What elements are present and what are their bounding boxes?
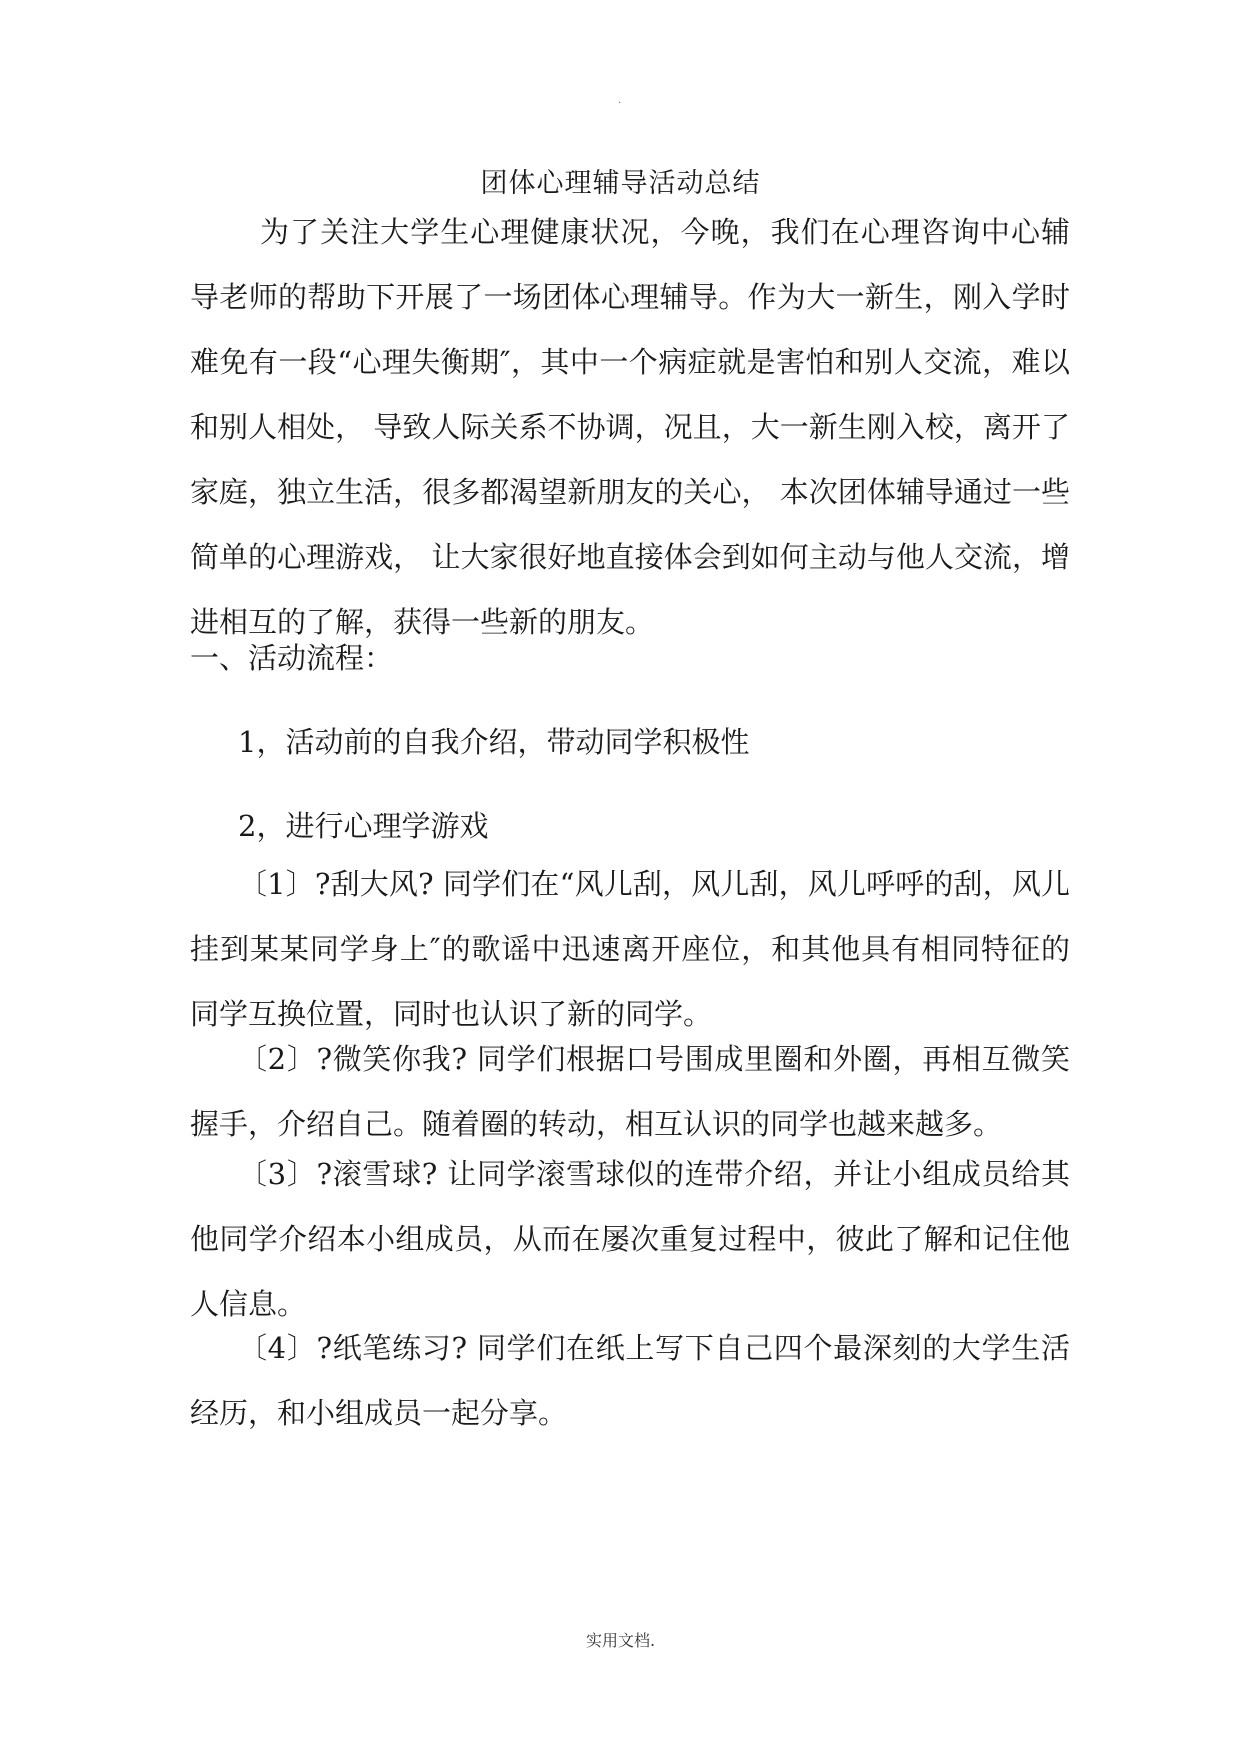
game-item-1: 〔1〕?刮大风? 同学们在“风儿刮，风儿刮，风儿呼呼的刮，风儿挂到某某同学身上″的歌谣中迅速离开座位，和其他具有相同特征的同学互换位置，同时也认识了新的同学。 <box>190 867 1070 1031</box>
step-2: 2，进行心理学游戏 <box>238 809 489 843</box>
game-item-2: 〔2〕?微笑你我? 同学们根据口号围成里圈和外圈，再相互微笑握手，介绍自己。随着圈的转动，相互认识的同学也越来越多。 <box>190 1042 1070 1141</box>
document-title: 团体心理辅导活动总结 <box>480 168 761 199</box>
header-mark: . <box>618 95 622 106</box>
page-footer: 实用文档. <box>585 1631 656 1650</box>
game-item-3: 〔3〕?滚雪球? 让同学滚雪球似的连带介绍，并让小组成员给其他同学介绍本小组成员，从而在屡次重复过程中，彼此了解和记住他人信息。 <box>190 1157 1070 1321</box>
game-item-4: 〔4〕?纸笔练习? 同学们在纸上写下自己四个最深刻的大学生活经历，和小组成员一起分享。 <box>190 1331 1070 1430</box>
intro-paragraph: 为了关注大学生心理健康状况，今晚，我们在心理咨询中心辅导老师的帮助下开展了一场团体心理辅导。作为大一新生，刚入学时难免有一段“心理失衡期″，其中一个病症就是害怕和别人交流，难以和别人相处， 导致人际关系不协调，况且，大一新生刚入校，离开了家庭，独立生活，很多都渴望新朋友的关心， 本次团体辅导通过一些简单的心理游戏， 让大家很好地直接体会到如何主动与他人交流，增进相互的了解，获得一些新的朋友。 <box>190 215 1070 639</box>
section-heading: 一、活动流程： <box>190 641 394 675</box>
step-1: 1，活动前的自我介绍，带动同学积极性 <box>238 725 750 759</box>
